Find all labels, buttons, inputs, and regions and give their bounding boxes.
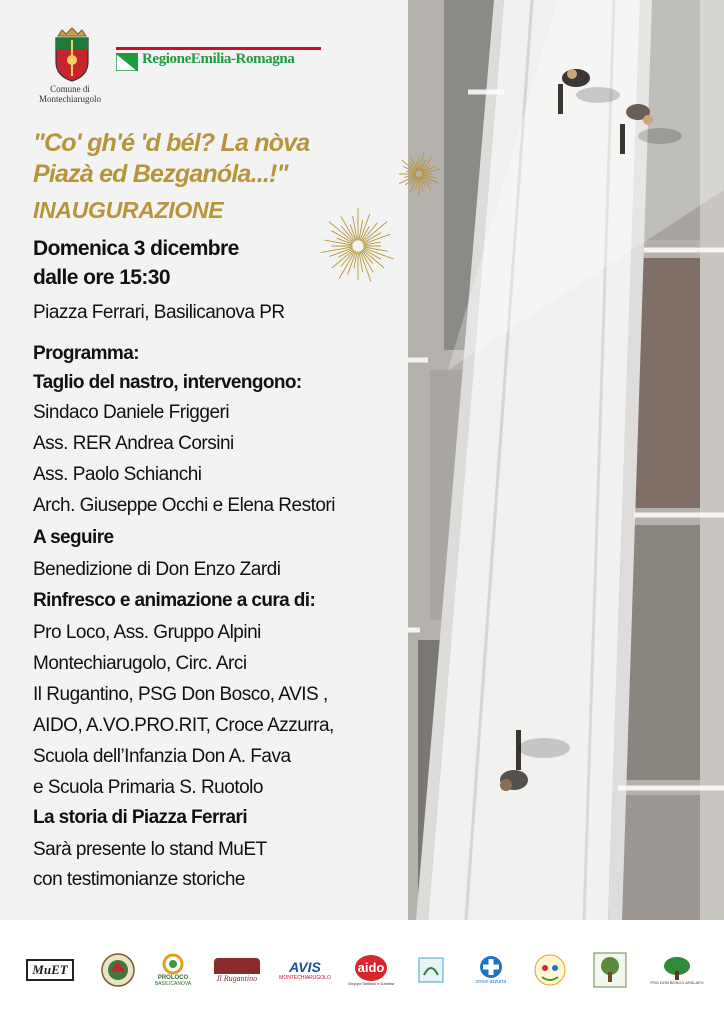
regione-red-bar: [116, 47, 321, 50]
after-heading: A seguire: [33, 527, 114, 548]
refresh-heading: Rinfresco e animazione a cura di:: [33, 590, 316, 611]
proloco-logo: [150, 950, 196, 990]
alpini-logo: [98, 950, 138, 990]
comune-crest-icon: [48, 26, 96, 82]
aido-label: aido: [355, 955, 387, 981]
school-children-icon: [533, 953, 567, 987]
avoprorit-emblem-icon: [416, 955, 446, 985]
tree-school-logo: [590, 950, 630, 990]
speaker-item: Sindaco Daniele Friggeri: [33, 402, 230, 423]
firework-ray: [354, 252, 357, 269]
aido-sublabel: Gruppo Stefano e Daniela: [347, 980, 395, 986]
psg-tree-icon: [662, 956, 692, 980]
speaker-item: Ass. Paolo Schianchi: [33, 464, 202, 485]
regione-logo: [116, 47, 324, 73]
organizer-item: Pro Loco, Ass. Gruppo Alpini: [33, 622, 261, 643]
firework-icon: [318, 206, 398, 286]
rugantino-label: Il Rugantino: [216, 973, 258, 983]
firework-ray: [421, 159, 431, 172]
croce-label: croce azzurra: [475, 979, 507, 985]
comune-label: [30, 84, 110, 104]
school-logo: [530, 950, 570, 990]
title-inaugurazione: INAUGURAZIONE: [33, 197, 224, 223]
title-line-1: "Co' gh'é 'd bél? La nòva: [33, 129, 310, 157]
speaker-item: Ass. RER Andrea Corsini: [33, 433, 234, 454]
alpini-emblem-icon: [100, 952, 136, 988]
event-place: Piazza Ferrari, Basilicanova PR: [33, 302, 285, 323]
history-heading: La storia di Piazza Ferrari: [33, 807, 247, 828]
history-line: Sarà presente lo stand MuET: [33, 839, 267, 860]
blessing-text: Benedizione di Don Enzo Zardi: [33, 559, 281, 580]
rugantino-logo: [212, 950, 262, 990]
firework-ray: [402, 160, 417, 172]
ribbon-heading: Taglio del nastro, intervengono:: [33, 372, 302, 393]
regione-flag-icon: [116, 53, 138, 71]
avoprorit-logo: [414, 950, 448, 990]
comune-label-text: Comune di Montechiarugolo: [39, 84, 101, 104]
event-time: dalle ore 15:30: [33, 266, 170, 289]
rugantino-roof-icon: [214, 958, 260, 974]
psg-label: PSG DON BOSCO ASSLAFO: [650, 979, 704, 985]
firework-ray: [364, 242, 381, 245]
organizer-item: Il Rugantino, PSG Don Bosco, AVIS ,: [33, 684, 328, 705]
tree-icon: [593, 952, 627, 988]
proloco-sublabel: BASILICANOVA: [154, 981, 192, 987]
avis-logo: [280, 950, 330, 990]
aido-logo: [346, 950, 396, 990]
organizer-item: Montechiarugolo, Circ. Arci: [33, 653, 247, 674]
psg-don-bosco-logo: [650, 950, 704, 990]
piazza-render-image: [408, 0, 724, 920]
avis-sublabel: MONTECHIARUGOLO: [279, 975, 331, 981]
croce-icon: [479, 955, 503, 979]
firework-icon: [395, 150, 443, 198]
muet-logo-text: MuET: [26, 959, 73, 981]
proloco-label: PROLOCO: [157, 975, 189, 981]
organizer-item: AIDO, A.VO.PRO.RIT, Croce Azzurra,: [33, 715, 334, 736]
organizer-item: Scuola dell’Infanzia Don A. Fava: [33, 746, 291, 767]
regione-name: RegioneEmilia-Romagna: [142, 51, 295, 67]
muet-logo: [24, 950, 76, 990]
event-date: Domenica 3 dicembre: [33, 237, 239, 260]
organizer-item: e Scuola Primaria S. Ruotolo: [33, 777, 263, 798]
sponsor-footer: [0, 920, 724, 1024]
title-line-2: Piazà ed Bezganóla...!": [33, 160, 288, 188]
program-heading: Programma:: [33, 343, 139, 364]
speaker-item: Arch. Giuseppe Occhi e Elena Restori: [33, 495, 335, 516]
history-line: con testimonianze storiche: [33, 869, 245, 890]
croce-azzurra-logo: [470, 950, 512, 990]
avis-label: AVIS: [289, 959, 321, 975]
proloco-flower-icon: [162, 953, 184, 975]
